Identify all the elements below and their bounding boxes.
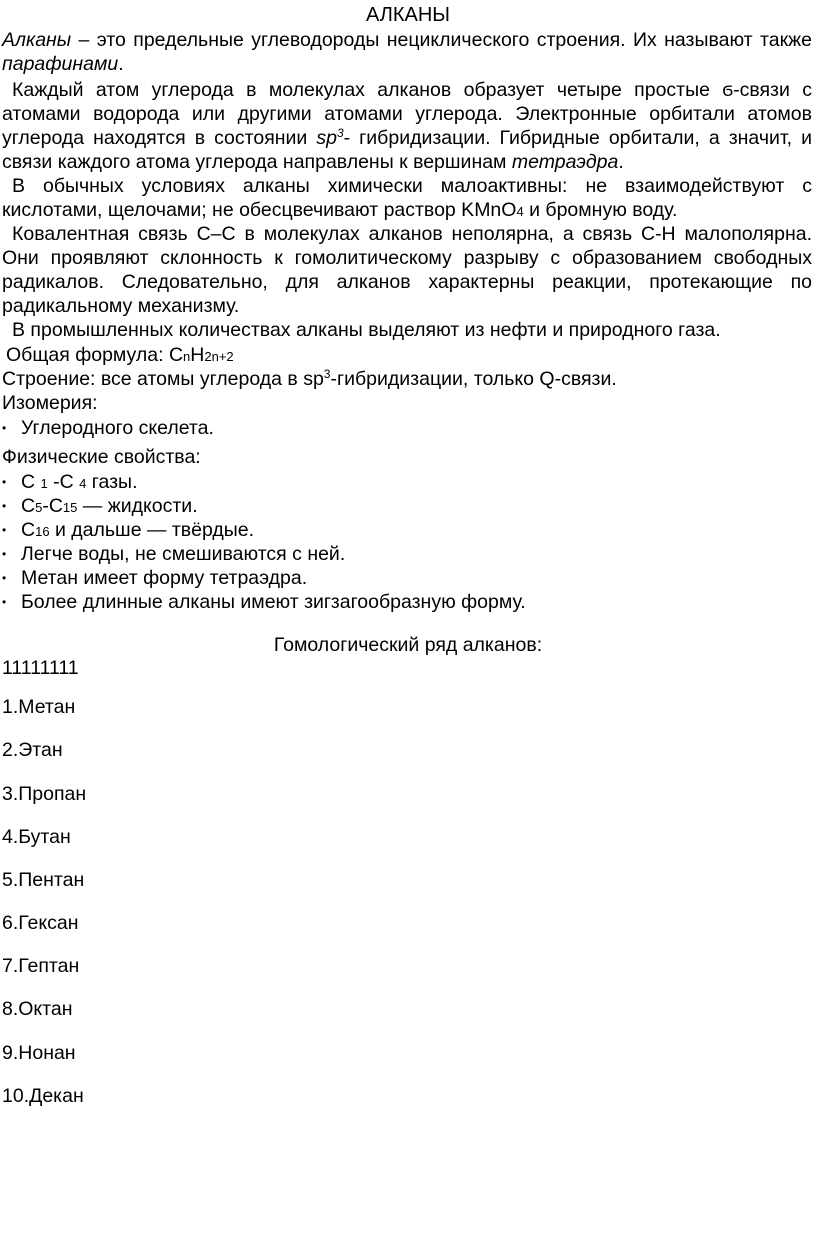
bullet-icon: • [2, 421, 7, 435]
item-text: C [21, 495, 36, 517]
page-title: АЛКАНЫ [365, 4, 451, 26]
industry-paragraph [2, 318, 812, 342]
formula-label: Общая формула: [6, 344, 169, 366]
isomerism-item [2, 416, 214, 440]
formula-h: H [190, 344, 205, 366]
term-paraffins: парафинами [2, 53, 119, 75]
bullet-icon: • [2, 499, 7, 513]
general-formula [6, 343, 234, 369]
physical-item [2, 590, 526, 614]
isomerism-item-text: Углеродного скелета. [21, 417, 214, 439]
homologous-heading [0, 633, 816, 657]
reactivity-paragraph [2, 174, 812, 224]
p3-text: В обычных условиях алканы химически малоактивны: не взаимодействуют с кислотами, щелочами; не обесцвечивают раствор KMnO [2, 175, 812, 221]
sp-term: sp [316, 127, 337, 149]
p3-text-end: и бромную воду. [523, 199, 678, 221]
item-text: -C [47, 471, 80, 493]
item-sub: 4 [79, 476, 87, 491]
item-text: -C [42, 495, 63, 517]
item-text: Метан имеет форму тетраэдра. [21, 567, 308, 589]
homolog-item: 8.Октан [2, 998, 73, 1020]
physical-item-gases [2, 470, 138, 496]
homolog-item: 5.Пентан [2, 869, 85, 891]
homolog-item: 3.Пропан [2, 783, 87, 805]
homolog-item: 10.Декан [2, 1085, 84, 1107]
p5-text: В промышленных количествах алканы выделяют из нефти и природного газа. [12, 319, 721, 341]
item-text: Легче воды, не смешиваются с ней. [21, 543, 346, 565]
intro-text-end: . [118, 53, 124, 75]
bullet-icon: • [2, 595, 7, 609]
sp-superscript: 3 [336, 126, 344, 140]
structure-text-end: -гибридизации, только Q-связи. [330, 368, 617, 390]
isomerism-heading: Изомерия: [2, 392, 98, 414]
intro-paragraph [2, 28, 812, 76]
bond-paragraph [2, 222, 812, 318]
homolog-item: 4.Бутан [2, 826, 71, 848]
structure-superscript: 3 [323, 367, 331, 381]
homolog-item: 2.Этан [2, 739, 63, 761]
physical-item [2, 566, 307, 590]
bullet-icon: • [2, 475, 7, 489]
bullet-icon: • [2, 547, 7, 561]
homolog-item: 7.Гептан [2, 955, 80, 977]
homolog-item: 1.Метан [2, 696, 76, 718]
structure-line [2, 367, 617, 391]
physical-item [2, 542, 345, 566]
kmno4-subscript: 4 [516, 204, 524, 219]
homolog-item: 9.Нонан [2, 1042, 76, 1064]
physical-item-solids [2, 518, 254, 544]
term-tetrahedron: тетраэдра [511, 151, 619, 173]
homologous-code: 11111111 [2, 657, 79, 679]
p2-text-2: - гибридизации. Гибридные орбитали, а значит, и связи каждого атома углерода направлены к вершинам [2, 127, 812, 173]
formula-h-sub: 2n+2 [204, 349, 234, 364]
formula-c: C [168, 344, 184, 366]
item-text: газы. [86, 471, 138, 493]
p4-text: Ковалентная связь С–С в молекулах алканов неполярна, а связь С-Н малополярна. Они проявляют склонность к гомолитическому разрыву с образованием свободных радикалов. Следовательно, для алканов характерны реакции, протекающие по радикальному механизму. [2, 223, 812, 317]
item-text: и дальше — твёрдые. [49, 519, 255, 541]
homologous-heading-text: Гомологический ряд алканов: [273, 634, 543, 656]
intro-text: – это предельные углеводороды нециклического строения. Их называют также [71, 29, 812, 51]
term-alkanes: Алканы [2, 29, 72, 51]
item-text: Более длинные алканы имеют зигзагообразную форму. [21, 591, 526, 613]
structure-text: Строение: все атомы углерода в sp [2, 368, 324, 390]
item-sub: 15 [62, 500, 78, 515]
item-sub: 1 [40, 476, 48, 491]
p2-text-end: . [618, 151, 624, 173]
item-text: C [21, 519, 36, 541]
item-sub: 16 [35, 524, 50, 539]
formula-c-sub: n [183, 349, 191, 364]
item-text: C [21, 471, 41, 493]
hybridization-paragraph [2, 78, 812, 174]
physical-heading: Физические свойства: [2, 446, 201, 468]
p2-text: Каждый атом углерода в молекулах алканов образует четыре простые ϭ-связи с атомами водорода или другими атомами углерода. Электронные орбитали атомов углерода находятся в состоянии [2, 79, 812, 149]
physical-item-liquids [2, 494, 198, 520]
item-sub: 5 [35, 500, 43, 515]
homolog-item: 6.Гексан [2, 912, 79, 934]
item-text: — жидкости. [77, 495, 198, 517]
bullet-icon: • [2, 571, 7, 585]
bullet-icon: • [2, 523, 7, 537]
